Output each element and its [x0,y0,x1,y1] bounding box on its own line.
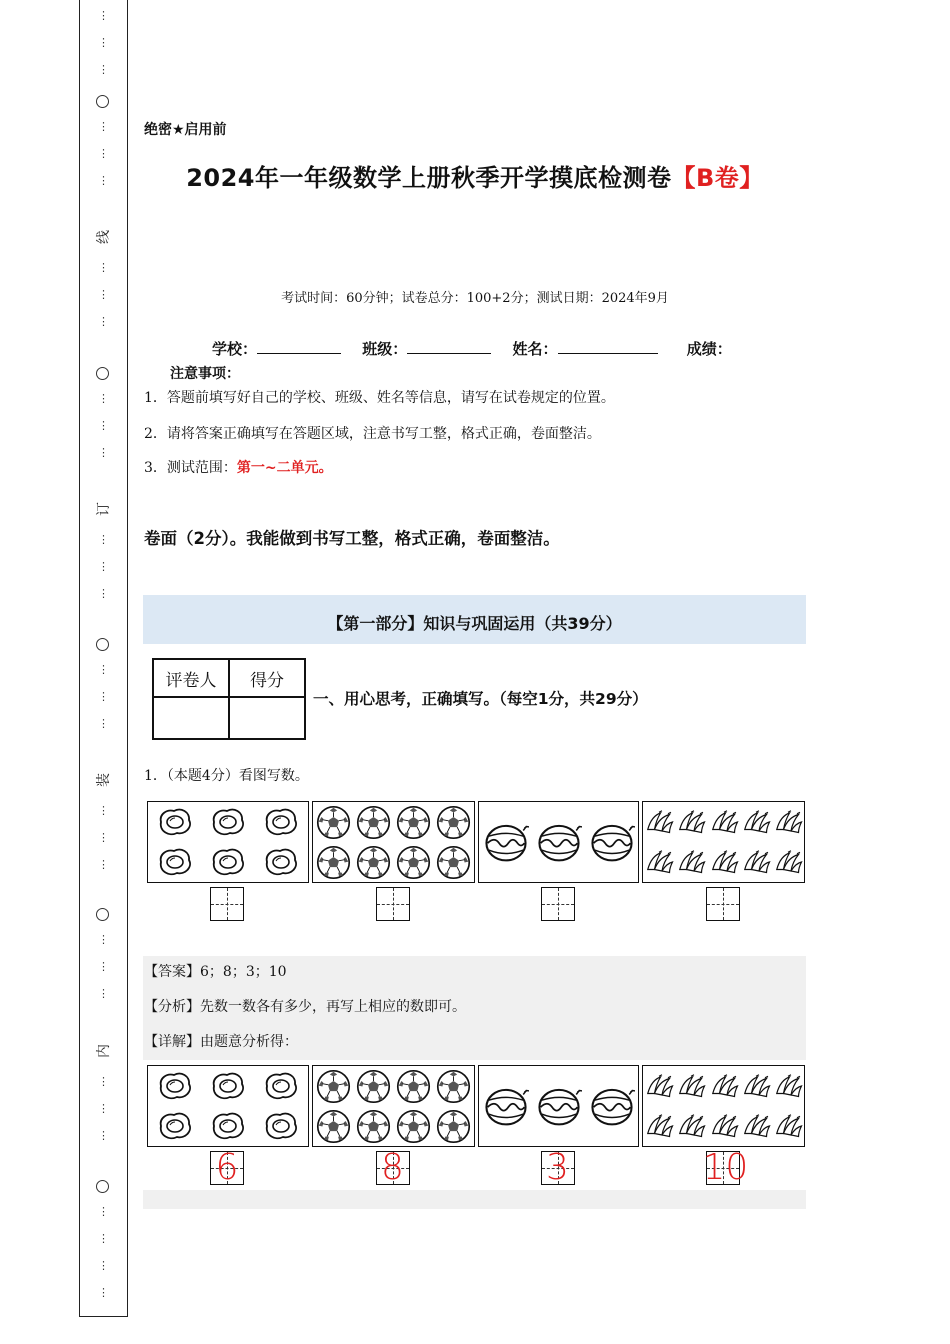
binding-dots: ⋮ ⋮ ⋮ [98,804,109,871]
grader-table [152,658,306,740]
binding-char: 内 [96,1044,112,1058]
fried-egg-icon [261,842,301,882]
notice-item: 1．答题前填写好自己的学校、班级、姓名等信息，请写在试卷规定的位置。 [144,390,615,406]
section-title: 一、用心思考，正确填写。（每空1分，共29分） [313,690,648,708]
banana-icon [773,847,803,877]
written-answer: 10 [702,1147,749,1188]
name-blank[interactable] [558,339,658,354]
written-answer: 3 [546,1147,569,1188]
exam-meta: 考试时间：60分钟；试卷总分：100+2分；测试日期：2024年9月 [281,291,669,306]
answer-box[interactable] [376,1147,410,1188]
soccer-ball-icon [435,1068,472,1105]
binding-char: 订 [96,502,112,516]
soccer-ball-icon [395,1108,432,1145]
banana-icon [644,847,674,877]
soccer-ball-icon [435,844,472,881]
written-answer: 8 [381,1147,404,1188]
banana-icon [709,1111,739,1141]
banana-icon [741,1071,771,1101]
binding-circle [96,367,109,380]
banana-icon [644,1071,674,1101]
picture-box-fried-egg [147,801,309,883]
notice-item: 2．请将答案正确填写在答题区域，注意书写工整，格式正确，卷面整洁。 [144,426,601,442]
fried-egg-icon [155,1066,195,1106]
banana-icon [709,1071,739,1101]
watermelon-icon [589,819,635,865]
banana-icon [741,1111,771,1141]
binding-circle [96,1180,109,1193]
watermelon-icon [483,819,529,865]
picture-box-watermelon [478,1065,639,1147]
binding-dots: ⋮ ⋮ ⋮ [98,1075,109,1142]
soccer-ball-icon [355,1108,392,1145]
soccer-ball-icon [395,804,432,841]
confidential-label: 绝密★启用前 [144,122,227,138]
banana-icon [741,847,771,877]
binding-circle [96,908,109,921]
title-main: 2024年一年级数学上册秋季开学摸底检测卷 [186,164,672,192]
soccer-ball-icon [395,844,432,881]
notice-title: 注意事项： [170,366,240,382]
binding-dots: ⋮ ⋮ ⋮ [98,9,109,76]
soccer-ball-icon [355,844,392,881]
page-title [0,158,950,193]
banana-icon [644,1111,674,1141]
binding-dots: ⋮ ⋮ ⋮ ⋮ [98,1205,109,1299]
banana-icon [709,807,739,837]
score-cell[interactable] [229,697,305,739]
answer-box[interactable] [702,1147,749,1188]
watermelon-icon [483,1083,529,1129]
fried-egg-icon [155,842,195,882]
banana-icon [676,1071,706,1101]
binding-circle [96,638,109,651]
fried-egg-icon [208,802,248,842]
binding-char: 装 [96,773,112,787]
fried-egg-icon [208,1106,248,1146]
fried-egg-icon [208,842,248,882]
picture-box-banana [642,1065,805,1147]
soccer-ball-icon [315,1108,352,1145]
picture-box-banana [642,801,805,883]
answer-box[interactable] [541,1147,575,1188]
question-1: 1．（本题4分）看图写数。 [144,768,309,784]
banana-icon [709,847,739,877]
soccer-ball-icon [355,1068,392,1105]
answer-box[interactable] [541,887,575,921]
binding-circle [96,95,109,108]
soccer-ball-icon [395,1068,432,1105]
detail-line: 【详解】由题意分析得： [144,1034,298,1050]
binding-dots: ⋮ ⋮ ⋮ [98,261,109,328]
fried-egg-icon [261,1066,301,1106]
reviewer-header: 评卷人 [153,659,229,697]
binding-dots: ⋮ ⋮ ⋮ [98,392,109,459]
soccer-ball-icon [435,1108,472,1145]
banana-icon [644,807,674,837]
watermelon-icon [589,1083,635,1129]
soccer-ball-icon [435,804,472,841]
banana-icon [676,807,706,837]
class-label: 班级： [362,340,408,358]
school-blank[interactable] [257,339,341,354]
fried-egg-icon [261,1106,301,1146]
banana-icon [676,1111,706,1141]
soccer-ball-icon [315,844,352,881]
answer-box[interactable] [706,887,740,921]
banana-icon [773,1071,803,1101]
binding-dots: ⋮ ⋮ ⋮ [98,120,109,187]
analysis-line: 【分析】先数一数各有多少，再写上相应的数即可。 [144,999,466,1015]
watermelon-icon [536,1083,582,1129]
binding-dots: ⋮ ⋮ ⋮ [98,933,109,1000]
picture-box-watermelon [478,801,639,883]
picture-box-soccer-ball [312,801,475,883]
binding-char: 线 [96,230,112,244]
fried-egg-icon [261,802,301,842]
banana-icon [773,807,803,837]
notice-item [144,457,333,477]
soccer-ball-icon [315,1068,352,1105]
score-header: 得分 [229,659,305,697]
score-label: 成绩： [686,340,732,358]
school-label: 学校： [212,340,258,358]
reviewer-cell[interactable] [153,697,229,739]
answer-box[interactable] [376,887,410,921]
fried-egg-icon [155,802,195,842]
neatness-note: 卷面（2分）。我能做到书写工整，格式正确，卷面整洁。 [144,529,560,548]
written-answer: 6 [215,1147,239,1188]
answer-line: 【答案】6；8；3；10 [144,964,287,980]
part-title: 【第一部分】知识与巩固运用（共39分） [327,614,622,633]
picture-box-soccer-ball [312,1065,475,1147]
fried-egg-icon [155,1106,195,1146]
fried-egg-icon [208,1066,248,1106]
answer-box[interactable] [210,1147,244,1188]
binding-dots: ⋮ ⋮ ⋮ [98,663,109,730]
picture-box-fried-egg [147,1065,309,1147]
banana-icon [741,807,771,837]
banana-icon [676,847,706,877]
watermelon-icon [536,819,582,865]
notice-item-text: 3．测试范围： [144,460,237,476]
banana-icon [773,1111,803,1141]
soccer-ball-icon [315,804,352,841]
title-variant: 【B卷】 [671,164,764,192]
answer-band-end [143,1190,806,1209]
test-scope: 第一~二单元。 [236,460,333,476]
answer-box[interactable] [210,887,244,921]
class-blank[interactable] [407,339,491,354]
binding-dots: ⋮ ⋮ ⋮ [98,533,109,600]
soccer-ball-icon [355,804,392,841]
name-label: 姓名： [512,340,558,358]
info-fields [212,338,732,359]
